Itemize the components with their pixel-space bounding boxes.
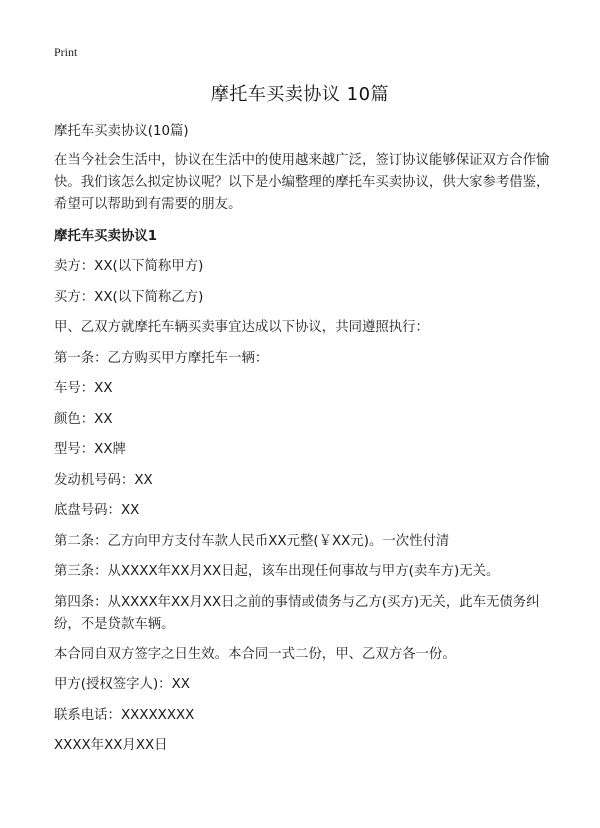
seller-line: 卖方：XX(以下简称甲方) bbox=[54, 259, 204, 274]
party-a-signature-line: 甲方(授权签字人)：XX bbox=[54, 677, 190, 692]
document-body bbox=[54, 121, 554, 766]
date-line: XXXX年XX月XX日 bbox=[54, 738, 168, 753]
contact-phone-line: 联系电话：XXXXXXXX bbox=[54, 707, 195, 723]
clause-3-line: 第三条：从XXXX年XX月XX日起，该车出现任何事故与甲方(卖车方)无关。 bbox=[54, 564, 500, 579]
chassis-number-line: 底盘号码：XX bbox=[54, 503, 140, 518]
color-line: 颜色：XX bbox=[54, 411, 113, 427]
model-line: 型号：XX牌 bbox=[54, 442, 126, 457]
intro-paragraph: 在当今社会生活中，协议在生活中的使用越来越广泛，签订协议能够保证双方合作愉快。我们该怎么拟定协议呢？以下是小编整理的摩托车买卖协议，供大家参考借鉴，希望可以帮助到有需要的朋友。 bbox=[54, 153, 550, 212]
clause-2-line: 第二条：乙方向甲方支付车款人民币XX元整(￥XX元)。一次性付清 bbox=[54, 533, 450, 549]
engine-number-line: 发动机号码：XX bbox=[54, 472, 153, 488]
document-subtitle: 摩托车买卖协议(10篇) bbox=[54, 124, 189, 139]
buyer-line: 买方：XX(以下简称乙方) bbox=[54, 289, 204, 305]
section-heading: 摩托车买卖协议1 bbox=[54, 229, 158, 244]
clause-1-line: 第一条：乙方购买甲方摩托车一辆： bbox=[54, 350, 269, 366]
plate-number-line: 车号：XX bbox=[54, 381, 113, 396]
agreement-intro-line: 甲、乙双方就摩托车辆买卖事宜达成以下协议，共同遵照执行： bbox=[54, 320, 429, 335]
clause-4-paragraph: 第四条：从XXXX年XX月XX日之前的事情或债务与乙方(买方)无关，此车无债务纠纷，不是贷款车辆。 bbox=[54, 594, 540, 632]
print-link[interactable]: Print bbox=[54, 45, 78, 59]
page-title: 摩托车买卖协议 10篇 bbox=[210, 84, 390, 105]
effective-line: 本合同自双方签字之日生效。本合同一式二份，甲、乙双方各一份。 bbox=[54, 646, 456, 662]
